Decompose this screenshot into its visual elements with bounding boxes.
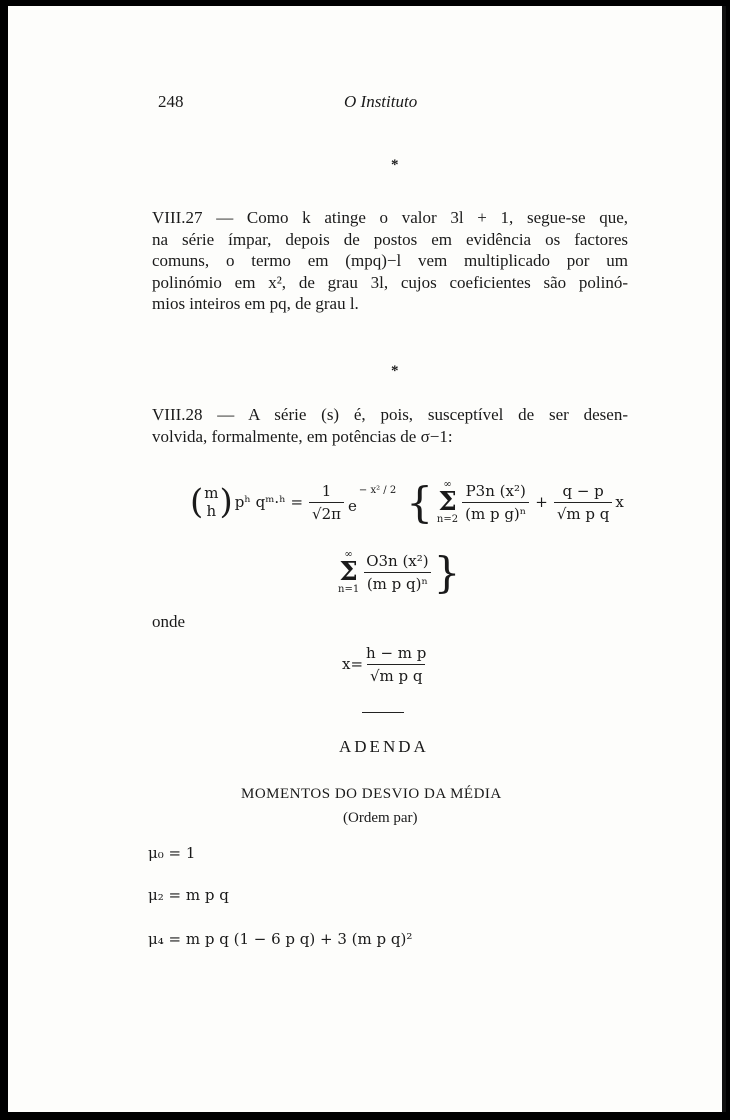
coefficient-denominator: √2π xyxy=(309,502,344,523)
binomial-close-paren: ) xyxy=(219,482,233,522)
fraction-denominator: √m p q xyxy=(367,664,426,685)
summation-lower-limit: n=2 xyxy=(436,514,459,525)
running-title: O Instituto xyxy=(344,92,418,111)
fraction-numerator: h − m p xyxy=(366,643,427,662)
exponential-base: e xyxy=(348,497,357,515)
moment-mu-2: μ₂ = m p q xyxy=(148,886,229,904)
series-equation-line-1 xyxy=(190,472,624,532)
plus-sign: + xyxy=(535,493,548,511)
paragraph-viii-28 xyxy=(152,404,628,447)
coefficient-numerator: 1 xyxy=(321,481,332,500)
book-page xyxy=(8,6,726,1112)
sigma-symbol: Σ xyxy=(339,557,358,587)
section-separator: * xyxy=(391,363,399,379)
x-definition-fraction xyxy=(363,644,429,685)
binomial-bottom: h xyxy=(206,502,217,520)
paragraph-line: mios inteiros em pq, de grau l. xyxy=(152,294,359,313)
addendum-subtitle: MOMENTOS DO DESVIO DA MÉDIA xyxy=(241,786,502,802)
binomial-top: m xyxy=(204,484,219,502)
paragraph-line: VIII.28 — A série (s) é, pois, susceptível de ser desen- xyxy=(152,405,628,424)
equation-lhs: pʰ qᵐ·ʰ = xyxy=(234,493,304,511)
section-rule xyxy=(362,712,404,713)
paragraph-line: na série ímpar, depois de postos em evidência os factores xyxy=(152,229,628,249)
series-term-1 xyxy=(462,482,529,523)
normal-coefficient xyxy=(309,482,344,523)
moment-mu-4: μ₄ = m p q (1 − 6 p q) + 3 (m p q)² xyxy=(148,930,413,948)
term-denominator: (m p g)ⁿ xyxy=(462,502,529,523)
series-term-2 xyxy=(554,482,613,523)
series-equation-line-2 xyxy=(338,542,460,602)
term-denominator: √m p q xyxy=(554,502,613,523)
paragraph-viii-27 xyxy=(152,207,628,315)
summation-1 xyxy=(437,479,458,525)
addendum-title: ADENDA xyxy=(339,737,429,756)
onde-label: onde xyxy=(152,612,186,631)
summation-upper-limit: ∞ xyxy=(443,479,452,490)
brace-open: { xyxy=(406,477,433,527)
variable-x: x xyxy=(615,493,624,511)
paragraph-line: comuns, o termo em (mpq)−l vem multiplicado por um xyxy=(152,251,628,270)
sigma-symbol: Σ xyxy=(438,487,457,517)
equation-lhs: x= xyxy=(342,655,364,673)
summation-lower-limit: n=1 xyxy=(338,584,360,595)
section-separator: * xyxy=(391,157,399,173)
page-number: 248 xyxy=(158,92,184,111)
term-numerator: P3n (x²) xyxy=(465,481,526,500)
binomial-coefficient xyxy=(204,484,218,520)
term-numerator: q − p xyxy=(562,481,604,500)
paragraph-line: polinómio em x², de grau 3l, cujos coeficientes são polinó- xyxy=(152,272,628,292)
summation-2 xyxy=(338,549,359,595)
exponential-power: − x² / 2 xyxy=(358,484,397,496)
term-denominator: (m p q)ⁿ xyxy=(364,572,431,593)
moment-mu-0: μ₀ = 1 xyxy=(148,844,196,862)
binomial-open-paren: ( xyxy=(190,482,204,522)
term-numerator: O3n (x²) xyxy=(366,551,429,570)
summation-upper-limit: ∞ xyxy=(344,549,353,560)
series-term-3 xyxy=(363,552,431,593)
paragraph-line: VIII.27 — Como k atinge o valor 3l + 1, segue-se que, xyxy=(152,208,628,227)
x-definition-equation xyxy=(342,636,429,692)
paragraph-line: volvida, formalmente, em potências de σ−1: xyxy=(152,426,453,446)
addendum-note: (Ordem par) xyxy=(343,810,418,826)
brace-close: } xyxy=(433,547,461,597)
